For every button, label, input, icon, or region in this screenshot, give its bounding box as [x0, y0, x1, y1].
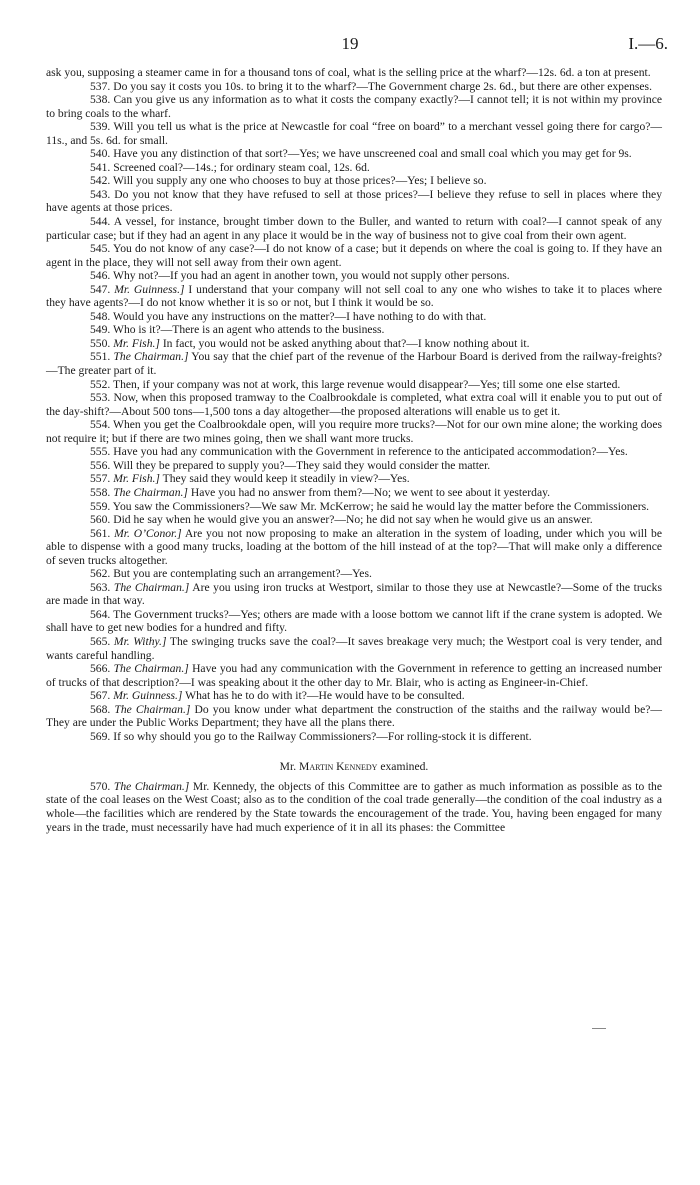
question-paragraph: [46, 378, 662, 392]
question-paragraph: [46, 567, 662, 581]
speaker-label: The Chairman.]: [113, 580, 190, 594]
question-number: 543.: [90, 187, 111, 201]
question-text: Did he say when he would give you an answer?—No; he did not say when he would give us an answer.: [113, 513, 593, 527]
question-paragraph: [46, 689, 662, 703]
question-number: 539.: [90, 120, 111, 134]
decorative-dash: [592, 1028, 606, 1029]
question-paragraph: [46, 445, 662, 459]
question-number: 541.: [90, 160, 111, 174]
page-number: 19: [341, 34, 359, 53]
question-text: Have you any distinction of that sort?—Yes; we have unscreened coal and small coal which you may get for 9s.: [113, 147, 632, 161]
question-text: Do you know under what department the construction of the staiths and the railway would be?—They are under the Public Works Department; they have all the plans there.: [46, 702, 662, 730]
question-text: Now, when this proposed tramway to the Coalbrookdale is completed, what extra coal will it enable you to put out of the day-shift?—About 500 tons—1,500 tons a day altogether—the proposed alterations will enable us to get it.: [46, 391, 662, 418]
question-text: Why not?—If you had an agent in another town, you would not supply other persons.: [113, 269, 510, 283]
question-text: They said they would keep it steadily in view?—Yes.: [162, 472, 410, 486]
section-heading-prefix: Mr.: [279, 760, 297, 774]
question-number: 540.: [90, 147, 111, 161]
section-heading-suffix: examined.: [380, 760, 429, 774]
question-text: You saw the Commissioners?—We saw Mr. McKerrow; he said he would lay the matter before the Commissioners.: [112, 499, 650, 513]
question-text: Mr. Kennedy, the objects of this Committee are to gather as much information as possible as to the state of the coal leases on the West Coast; also as to the condition of the coal trade generally—the condition of the coal industry as a whole—the facilities which are rendered by the State towards the encouragement of the trade. You, having been engaged for many years in the trade, must necessarily have had much experience of it in all its phases: the Committee: [46, 779, 663, 834]
question-number: 549.: [90, 323, 111, 337]
question-text: If so why should you go to the Railway Commissioners?—For rolling-stock it is different.: [113, 729, 532, 743]
question-text: Have you had any communication with the Government in reference to the anticipated accommodation?—Yes.: [113, 445, 628, 459]
question-paragraph: [46, 418, 662, 445]
question-text: You do not know of any case?—I do not know of a case; but it depends on where the coal is going to. If they have an agent in the place, they will not sell away from their own agent.: [46, 242, 663, 269]
question-text: What has he to do with it?—He would have to be consulted.: [185, 689, 465, 703]
question-paragraph: [46, 500, 662, 514]
question-number: 561.: [90, 526, 111, 540]
question-number: 556.: [90, 458, 111, 472]
question-number: 550.: [90, 336, 111, 350]
question-text: Can you give us any information as to what it costs the company exactly?—I cannot tell; it is not within my province to bring coals to the wharf.: [46, 93, 662, 120]
question-paragraph: [46, 337, 662, 351]
question-text: Have you had no answer from them?—No; we went to see about it yesterday.: [190, 485, 551, 499]
question-text: Then, if your company was not at work, this large revenue would disappear?—Yes; till some one else started.: [113, 377, 621, 391]
question-number: 560.: [90, 513, 111, 527]
question-text: Screened coal?—14s.; for ordinary steam coal, 12s. 6d.: [113, 160, 370, 174]
question-number: 569.: [90, 729, 111, 743]
question-text: Do you not know that they have refused to sell at those prices?—I believe they refuse to sell in places where they have agents at those prices.: [46, 187, 662, 215]
speaker-label: The Chairman.]: [113, 779, 190, 793]
question-paragraph: [46, 161, 662, 175]
question-paragraph: [46, 188, 662, 215]
witness-name: Martin Kennedy: [299, 760, 378, 774]
question-number: 564.: [90, 607, 111, 621]
question-number: 544.: [90, 215, 111, 229]
question-text: Would you have any instructions on the matter?—I have nothing to do with that.: [113, 309, 487, 323]
page-reference: I.—6.: [628, 34, 668, 53]
question-number: 562.: [90, 567, 111, 581]
question-text: Are you not now proposing to make an alteration in the system of loading, under which you will be able to dispense with a good many trucks, loading at the bottom of the hill instead of at the top?—That will make only a difference of seven trucks altogether.: [46, 526, 662, 567]
question-number: 557.: [90, 472, 111, 486]
question-paragraph: [46, 391, 662, 418]
question-paragraph: [46, 472, 662, 486]
question-number: 566.: [90, 662, 111, 676]
speaker-label: Mr. Fish.]: [113, 472, 160, 486]
question-paragraph: [46, 703, 662, 730]
question-paragraph: [46, 310, 662, 324]
question-number: 568.: [90, 702, 111, 716]
speaker-label: The Chairman.]: [113, 350, 189, 364]
question-number: 537.: [90, 79, 111, 93]
question-number: 563.: [90, 580, 111, 594]
speaker-label: Mr. O’Conor.]: [114, 526, 182, 540]
question-number: 545.: [90, 242, 111, 256]
question-text: But you are contemplating such an arrangement?—Yes.: [113, 567, 372, 581]
speaker-label: Mr. Guinness.]: [114, 282, 185, 296]
question-text: A vessel, for instance, brought timber down to the Buller, and wanted to return with coal?—I cannot speak of any particular case; but if they had an agent in any place it would be in the way of business not to give coal from their own agent.: [46, 215, 662, 242]
question-paragraph: [46, 80, 662, 94]
speaker-label: The Chairman.]: [114, 702, 191, 716]
question-text: Are you using iron trucks at Westport, similar to those they use at Newcastle?—Some of the trucks are made in that way.: [46, 580, 662, 608]
question-paragraph: [46, 459, 662, 473]
question-paragraph: [46, 730, 662, 744]
question-number: 547.: [90, 282, 111, 296]
question-paragraph: [46, 147, 662, 161]
question-text: You say that the chief part of the revenue of the Harbour Board is derived from the railway-freights?—The greater part of it.: [46, 350, 662, 378]
question-text: The swinging trucks save the coal?—It saves breakage very much; the Westport coal is very tender, and wants careful handling.: [46, 634, 662, 662]
question-paragraph: [46, 780, 662, 834]
question-text: In fact, you would not be asked anything about that?—I know nothing about it.: [162, 336, 530, 350]
question-number: 554.: [90, 418, 111, 432]
question-number: 546.: [90, 269, 111, 283]
speaker-label: The Chairman.]: [113, 662, 189, 676]
question-paragraph: [46, 635, 662, 662]
speaker-label: Mr. Fish.]: [113, 336, 160, 350]
question-paragraph: [46, 527, 662, 568]
question-paragraph: [46, 174, 662, 188]
question-number: 555.: [90, 445, 111, 459]
question-paragraph: [46, 66, 662, 80]
question-number: 551.: [90, 350, 111, 364]
question-number: 553.: [90, 391, 111, 405]
speaker-label: Mr. Withy.]: [113, 634, 167, 648]
question-paragraph: [46, 581, 662, 608]
question-text: The Government trucks?—Yes; others are made with a loose bottom we cannot lift if the crane system is adopted. We shall have to get new bodies for a hundred and fifty.: [46, 607, 662, 635]
question-number: 570.: [90, 779, 111, 793]
question-paragraph: [46, 608, 662, 635]
question-number: 552.: [90, 377, 111, 391]
question-text: Will you tell us what is the price at Newcastle for coal “free on board” to a merchant vessel going there for cargo?—11s., and 5s. 6d. for small.: [46, 120, 662, 147]
question-text: ask you, supposing a steamer came in for a thousand tons of coal, what is the selling price at the wharf?—12s. 6d. a ton at present.: [46, 66, 651, 79]
question-number: 565.: [90, 634, 111, 648]
speaker-label: Mr. Guinness.]: [113, 689, 183, 703]
question-paragraph: [46, 283, 662, 310]
question-number: 559.: [90, 499, 111, 513]
question-list: [46, 66, 662, 743]
question-paragraph: [46, 350, 662, 377]
question-paragraph: [46, 242, 662, 269]
question-paragraph: [46, 215, 662, 242]
question-text: Have you had any communication with the Government in reference to getting an increased number of trucks of that description?—I was speaking about it the other day to Mr. Blair, who is acting as Engineer-in-Chief.: [46, 662, 662, 689]
speaker-label: The Chairman.]: [113, 485, 188, 499]
question-paragraph: [46, 93, 662, 120]
question-text: I understand that your company will not sell coal to any one who wishes to take it to places where they have agents?—I do not know whether it is so or not, but I think it would be so.: [46, 282, 662, 310]
question-text: Will they be prepared to supply you?—They said they would consider the matter.: [113, 458, 491, 472]
question-number: 538.: [90, 93, 111, 107]
question-text: Do you say it costs you 10s. to bring it to the wharf?—The Government charge 2s. 6d., but there are other expenses.: [113, 79, 652, 93]
question-number: 567.: [90, 689, 111, 703]
question-paragraph: [46, 323, 662, 337]
question-paragraph: [46, 269, 662, 283]
question-number: 542.: [90, 174, 111, 188]
question-text: Who is it?—There is an agent who attends to the business.: [113, 323, 385, 337]
question-paragraph: [46, 486, 662, 500]
question-text: Will you supply any one who chooses to buy at those prices?—Yes; I believe so.: [113, 174, 487, 188]
question-number: 558.: [90, 485, 111, 499]
document-body: [46, 66, 662, 834]
question-paragraph: [46, 120, 662, 147]
question-paragraph: [46, 513, 662, 527]
question-number: 548.: [90, 309, 111, 323]
question-text: When you get the Coalbrookdale open, will you require more trucks?—Not for our own mine alone; the working does not require it; but if there are two mines going, then we shall want more trucks.: [46, 418, 662, 445]
question-paragraph: [46, 662, 662, 689]
section-heading: [46, 760, 662, 774]
